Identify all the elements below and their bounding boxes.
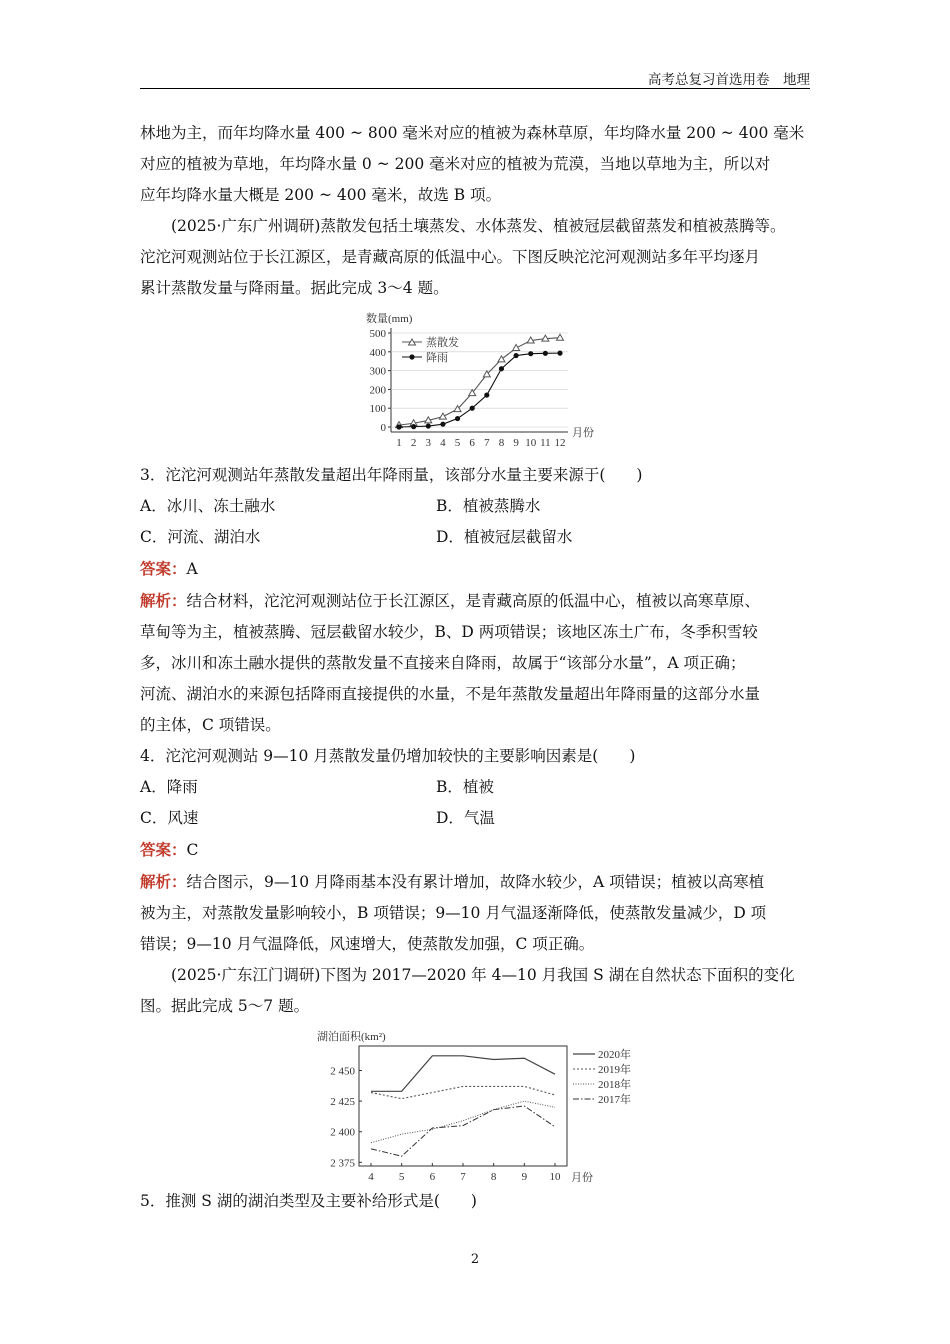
rain-point: [455, 416, 460, 421]
page-body: [140, 118, 812, 1217]
explanation-line: 河流、湖泊水的来源包括降雨直接提供的水量，不是年蒸散发量超出年降雨量的这部分水量: [140, 685, 761, 703]
option-c: C．风速: [140, 809, 199, 827]
rain-point: [499, 366, 504, 371]
x-tick-label: 1: [396, 437, 402, 449]
x-tick-label: 8: [490, 1171, 497, 1182]
evap-series-line: [399, 338, 560, 425]
answer-label: 答案：: [140, 840, 187, 859]
answer-line: [140, 553, 812, 585]
intro-line: 应年均降水量大概是 200 ~ 400 毫米，故选 B 项。: [140, 186, 502, 204]
x-tick-label: 10: [549, 1171, 561, 1182]
x-tick-label: 6: [429, 1171, 436, 1182]
header-text: 高考总复习首选用卷 地理: [648, 72, 810, 88]
x-tick-label: 7: [484, 437, 490, 449]
legend-label: 2017年: [598, 1094, 631, 1106]
x-tick-label: 5: [398, 1171, 405, 1182]
explanation-line: [140, 585, 812, 617]
x-tick-label: 7: [460, 1171, 466, 1182]
option-d: D．植被冠层截留水: [436, 528, 573, 546]
lake-area-chart: [311, 1028, 641, 1182]
y-tick-label: 500: [369, 328, 386, 340]
rain-point: [426, 423, 431, 428]
explanation-label: 解析：: [140, 872, 187, 891]
option-b: B．植被: [436, 778, 494, 796]
legend-label: 2019年: [598, 1064, 631, 1076]
x-tick-label: 11: [540, 437, 551, 449]
rain-point: [543, 351, 548, 356]
y-tick-label: 400: [369, 346, 386, 359]
y-tick-label: 0: [380, 422, 386, 434]
evap-point: [557, 334, 564, 340]
explanation-line: 草甸等为主，植被蒸腾、冠层截留水较少，B、D 两项错误；该地区冻土广布，冬季积雪较: [140, 623, 758, 641]
legend-rain-label: 降雨: [426, 352, 448, 364]
series-line-2017年: [371, 1106, 555, 1156]
legend-rain-marker: [409, 354, 414, 359]
x-tick-label: 2: [410, 437, 417, 449]
y-tick-label: 2 375: [330, 1157, 355, 1170]
answer-line: [140, 834, 812, 866]
option-a: A．降雨: [140, 778, 198, 796]
options-row: [140, 772, 812, 803]
y-tick-label: 2 425: [330, 1096, 355, 1109]
answer-value: C: [186, 841, 199, 859]
rain-point: [557, 351, 562, 356]
explanation-line: 的主体，C 项错误。: [140, 716, 281, 734]
series-line-2018年: [371, 1101, 555, 1143]
options-row: [140, 803, 812, 834]
y-axis-label: 湖泊面积(km²): [317, 1031, 386, 1043]
explanation-line: 被为主，对蒸散发量影响较小，B 项错误；9—10 月气温逐渐降低，使蒸散发量减少，D 项: [140, 904, 767, 922]
page-number: 2: [470, 1252, 480, 1267]
evap-point: [498, 356, 505, 362]
question-5-stem: 5．推测 S 湖的湖泊类型及主要补给形式是( ): [140, 1192, 477, 1210]
stem-line: 沱沱河观测站位于长江源区，是青藏高原的低温中心。下图反映沱沱河观测站多年平均逐月: [140, 248, 761, 266]
x-tick-label: 9: [521, 1171, 528, 1182]
y-tick-label: 200: [369, 384, 386, 397]
rain-point: [440, 422, 445, 427]
page-header: [140, 68, 810, 89]
explanation-line: 错误；9—10 月气温降低，风速增大，使蒸散发加强，C 项正确。: [140, 935, 595, 953]
answer-value: A: [186, 560, 198, 578]
answer-label: 答案：: [140, 559, 187, 578]
option-b: B．植被蒸腾水: [436, 497, 541, 515]
rain-point: [513, 353, 518, 358]
question-4-stem: 4．沱沱河观测站 9—10 月蒸散发量仍增加较快的主要影响因素是( ): [140, 747, 636, 765]
y-tick-label: 2 450: [330, 1065, 355, 1078]
series-line-2019年: [371, 1086, 555, 1098]
rain-point: [411, 424, 416, 429]
x-tick-label: 12: [554, 437, 566, 449]
legend-label: 2018年: [598, 1079, 631, 1091]
x-tick-label: 8: [498, 437, 505, 449]
explanation-line: [140, 866, 812, 898]
legend-label: 2020年: [598, 1049, 631, 1061]
y-axis-label: 数量(mm): [366, 313, 413, 325]
intro-line: 林地为主，而年均降水量 400 ~ 800 毫米对应的植被为森林草原，年均降水量 200 ~ 400 毫米: [140, 124, 805, 142]
x-tick-label: 4: [440, 437, 446, 449]
y-tick-label: 300: [369, 365, 386, 378]
legend-evap-label: 蒸散发: [426, 337, 459, 349]
explanation-line: 多，冰川和冻土融水提供的蒸散发量不直接来自降雨，故属于“该部分水量”，A 项正确；: [140, 654, 746, 672]
explanation-label: 解析：: [140, 591, 187, 610]
x-tick-label: 3: [425, 437, 432, 449]
evap-point: [513, 345, 520, 351]
rain-series-line: [399, 353, 560, 427]
rain-point: [484, 392, 489, 397]
y-tick-label: 100: [369, 403, 386, 416]
question-3-stem: 3．沱沱河观测站年蒸散发量超出年降雨量，该部分水量主要来源于( ): [140, 466, 643, 484]
x-axis-label: 月份: [571, 1172, 593, 1182]
option-a: A．冰川、冻土融水: [140, 497, 276, 515]
explanation-text: 结合图示，9—10 月降雨基本没有累计增加，故降水较少，A 项错误；植被以高寒植: [186, 873, 765, 891]
option-d: D．气温: [436, 809, 495, 827]
x-tick-label: 6: [469, 437, 475, 449]
evapotranspiration-chart: [346, 310, 606, 456]
stem-line: 图。据此完成 5～7 题。: [140, 997, 310, 1015]
stem-line: 累计蒸散发量与降雨量。据此完成 3～4 题。: [140, 279, 449, 297]
x-tick-label: 5: [454, 437, 461, 449]
x-tick-label: 10: [525, 437, 537, 449]
explanation-text: 结合材料，沱沱河观测站位于长江源区，是青藏高原的低温中心，植被以高寒草原、: [186, 592, 761, 610]
intro-line: 对应的植被为草地，年均降水量 0 ~ 200 毫米对应的植被为荒漠，当地以草地为主，所以对: [140, 155, 771, 173]
options-row: [140, 522, 812, 553]
x-tick-label: 9: [513, 437, 519, 449]
stem-line: (2025·广东广州调研)蒸散发包括土壤蒸发、水体蒸发、植被冠层截留蒸发和植被蒸腾等。: [171, 217, 786, 235]
rain-point: [396, 424, 401, 429]
y-tick-label: 2 400: [330, 1126, 355, 1139]
evap-point: [439, 413, 446, 419]
stem-line: (2025·广东江门调研)下图为 2017—2020 年 4—10 月我国 S 湖在自然状态下面积的变化: [171, 966, 795, 984]
rain-point: [470, 406, 475, 411]
option-c: C．河流、湖泊水: [140, 528, 261, 546]
x-axis-label: 月份: [572, 427, 594, 439]
options-row: [140, 491, 812, 522]
rain-point: [528, 351, 533, 356]
x-tick-label: 4: [368, 1171, 374, 1182]
